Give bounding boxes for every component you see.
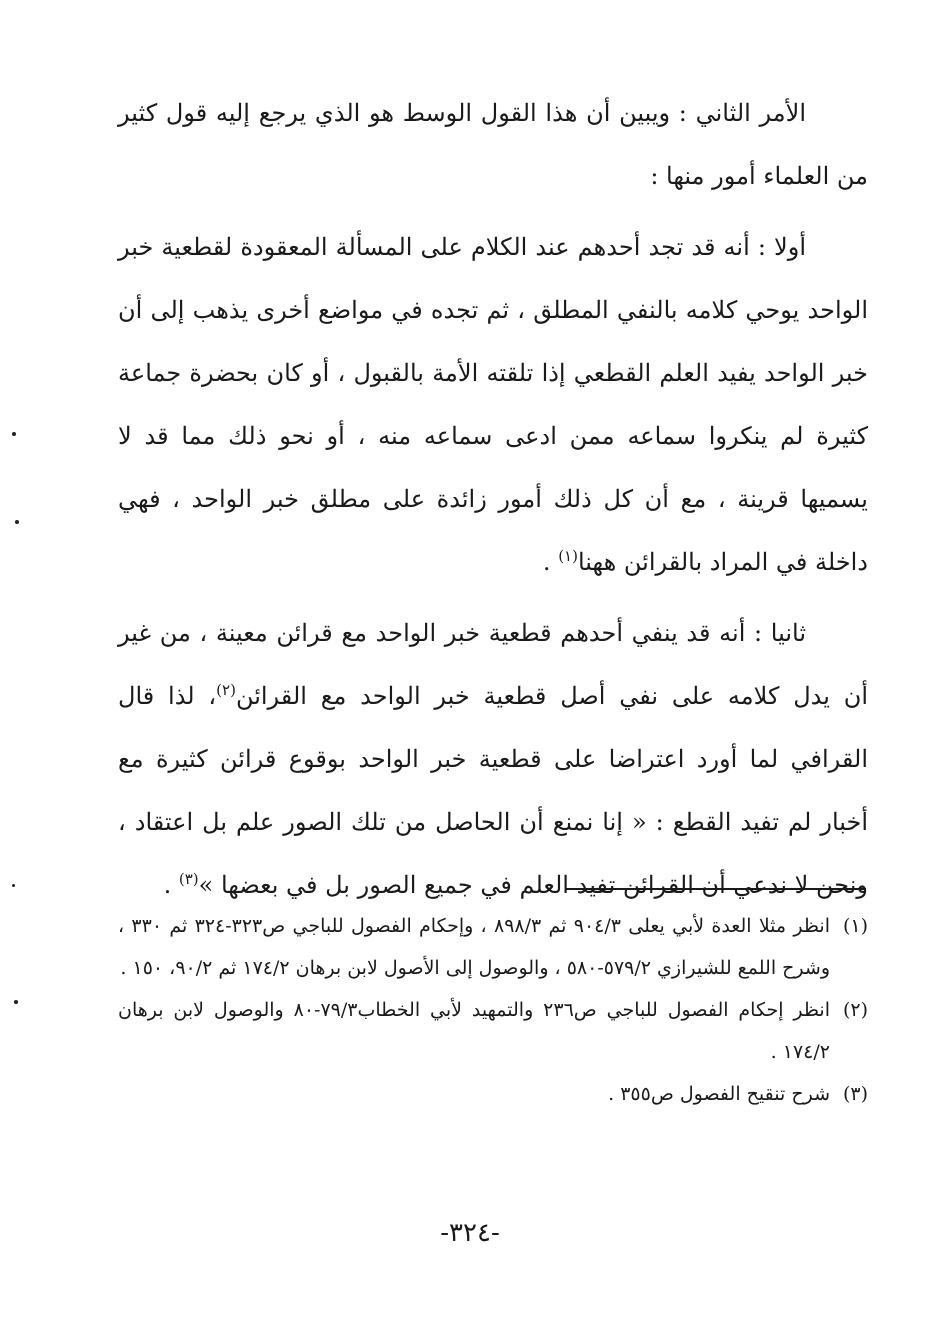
footnote-text: شرح تنقيح الفصول ص٣٥٥ . (608, 1083, 830, 1105)
footnote-separator (566, 888, 866, 890)
scan-speck (14, 1000, 18, 1004)
scan-speck (12, 432, 16, 436)
paragraph-second: ثانيا : أنه قد ينفي أحدهم قطعية خبر الواحد مع قرائن معينة ، من غير أن يدل كلامه على نفي أصل قطعية خبر الواحد مع القرائن$^{(٢)}$، لذا قال القرافي لما أورد اعتراضا على قطعية خبر الواحد بوقوع قرائن كثيرة مع أخبار لم تفيد القطع : « إنا نمنع أن الحاصل من تلك الصور علم بل اعتقاد ، ونحن لا ندعي أن القرائن تفيد العلم في جميع الصور بل في بعضها »$^{(٣)}$ . (118, 619, 868, 899)
footnote-ref-1: (١) (558, 547, 578, 565)
paragraph-first-end: . (542, 548, 551, 576)
footnote-number: (٣) (842, 1083, 868, 1105)
footnote-2 (118, 989, 868, 1073)
footnote-1 (118, 905, 868, 989)
main-text (118, 82, 868, 917)
footnote-number: (٢) (842, 999, 868, 1021)
footnote-text: انظر مثلا العدة لأبي يعلى ٩٠٤/٣ ثم ٨٩٨/٣ ، وإحكام الفصول للباجي ص٣٢٣-٣٢٤ ثم ٣٣٠ ، وشرح اللمع للشيرازي ٥٧٩/٢-٥٨٠ ، والوصول إلى الأصول لابن برهان ١٧٤/٢ ثم ٩٠/٢، ١٥٠ . (118, 915, 830, 979)
footnote-ref-3: (٣) (178, 870, 199, 888)
paragraph-first: أولا : أنه قد تجد أحدهم عند الكلام على المسألة المعقودة لقطعية خبر الواحد يوحي كلامه بالنفي المطلق ، ثم تجده في مواضع أخرى يذهب إلى أن خبر الواحد يفيد العلم القطعي إذا تلقته الأمة بالقبول ، أو كان بحضرة جماعة كثيرة لم ينكروا سماعه ممن ادعى سماعه منه ، أو نحو ذلك مما قد لا يسميها قرينة ، مع أن كل ذلك أمور زائدة على مطلق خبر الواحد ، فهي داخلة في المراد بالقرائن ههنا$^{(١)}$ . (118, 233, 868, 576)
paragraph-intro: الأمر الثاني : ويبين أن هذا القول الوسط هو الذي يرجع إليه قول كثير من العلماء أمور منها : (118, 99, 868, 190)
footnote-text: انظر إحكام الفصول للباجي ص٢٣٦ والتمهيد لأبي الخطاب٧٩/٣-٨٠ والوصول لابن برهان ١٧٤/٢ . (118, 999, 831, 1063)
footnotes (118, 905, 868, 1115)
paragraph-second-end: . (163, 871, 172, 899)
footnote-3 (118, 1073, 868, 1115)
footnote-ref-2: (٢) (216, 681, 236, 699)
footnote-number: (١) (842, 915, 868, 937)
scan-speck (12, 884, 15, 887)
page-number: -٣٢٤- (440, 1218, 500, 1248)
scan-speck (15, 520, 19, 524)
